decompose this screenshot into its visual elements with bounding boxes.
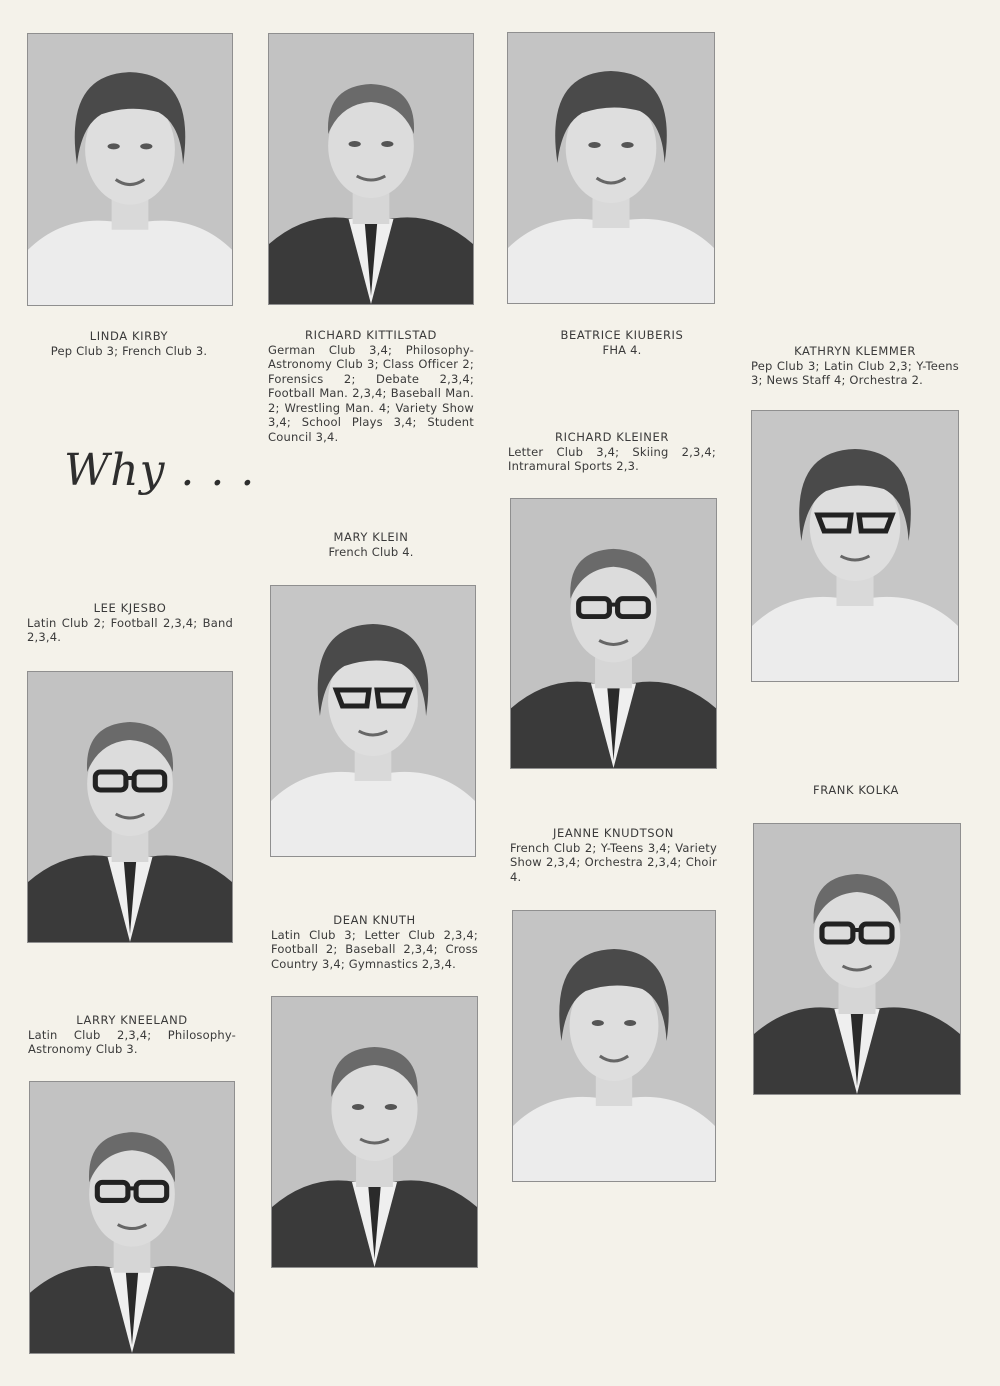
caption-richard-kleiner	[508, 430, 716, 474]
student-name: BEATRICE KIUBERIS	[560, 328, 684, 342]
student-activities: Letter Club 3,4; Skiing 2,3,4; Intramural Sports 2,3.	[508, 444, 716, 473]
photo-richard-kleiner	[510, 498, 717, 769]
photo-jeanne-knudtson	[512, 910, 716, 1182]
caption-larry-kneeland	[28, 1013, 236, 1057]
student-name: RICHARD KITTILSTAD	[305, 328, 437, 342]
student-name: KATHRYN KLEMMER	[794, 344, 916, 358]
photo-beatrice-kiuberis	[507, 32, 715, 304]
caption-dean-knuth	[271, 913, 478, 971]
student-name: LEE KJESBO	[93, 601, 167, 615]
caption-frank-kolka	[753, 783, 959, 798]
student-activities: Latin Club 3; Letter Club 2,3,4; Football 2; Baseball 2,3,4; Cross Country 3,4; Gymnastics 2,3,4.	[271, 927, 478, 971]
caption-lee-kjesbo	[27, 601, 233, 645]
photo-kathryn-klemmer	[751, 410, 959, 682]
student-name: FRANK KOLKA	[813, 783, 899, 797]
caption-richard-kittilstad	[268, 328, 474, 444]
student-activities: Pep Club 3; Latin Club 2,3; Y-Teens 3; News Staff 4; Orchestra 2.	[751, 358, 959, 387]
student-activities: Pep Club 3; French Club 3.	[50, 343, 208, 358]
photo-richard-kittilstad	[268, 33, 474, 305]
caption-linda-kirby	[27, 329, 231, 358]
student-activities: German Club 3,4; Philosophy-Astronomy Club 3; Class Officer 2; Forensics 2; Debate 2,3,4; Football Man. 2,3,4; Baseball Man. 2; Wrestling Man. 4; Variety Show 3,4; School Plays 3,4; Student Council 3,4.	[268, 342, 474, 444]
student-activities: French Club 2; Y-Teens 3,4; Variety Show 2,3,4; Orchestra 2,3,4; Choir 4.	[510, 840, 717, 884]
caption-mary-klein	[268, 530, 474, 559]
student-activities: Latin Club 2,3,4; Philosophy-Astronomy Club 3.	[28, 1027, 236, 1056]
photo-dean-knuth	[271, 996, 478, 1268]
photo-mary-klein	[270, 585, 476, 857]
caption-kathryn-klemmer	[751, 344, 959, 388]
caption-beatrice-kiuberis	[507, 328, 737, 357]
photo-linda-kirby	[27, 33, 233, 306]
student-name: LINDA KIRBY	[89, 329, 169, 343]
caption-jeanne-knudtson	[510, 826, 717, 884]
photo-lee-kjesbo	[27, 671, 233, 943]
photo-frank-kolka	[753, 823, 961, 1095]
student-name: MARY KLEIN	[333, 530, 409, 544]
page-heading: Why . . .	[64, 445, 256, 496]
student-name: RICHARD KLEINER	[555, 430, 669, 444]
student-name: JEANNE KNUDTSON	[552, 826, 675, 840]
student-activities: FHA 4.	[602, 342, 642, 357]
student-activities: Latin Club 2; Football 2,3,4; Band 2,3,4.	[27, 615, 233, 644]
photo-larry-kneeland	[29, 1081, 235, 1354]
student-name: DEAN KNUTH	[333, 913, 416, 927]
student-activities: French Club 4.	[328, 544, 414, 559]
student-name: LARRY KNEELAND	[76, 1013, 188, 1027]
